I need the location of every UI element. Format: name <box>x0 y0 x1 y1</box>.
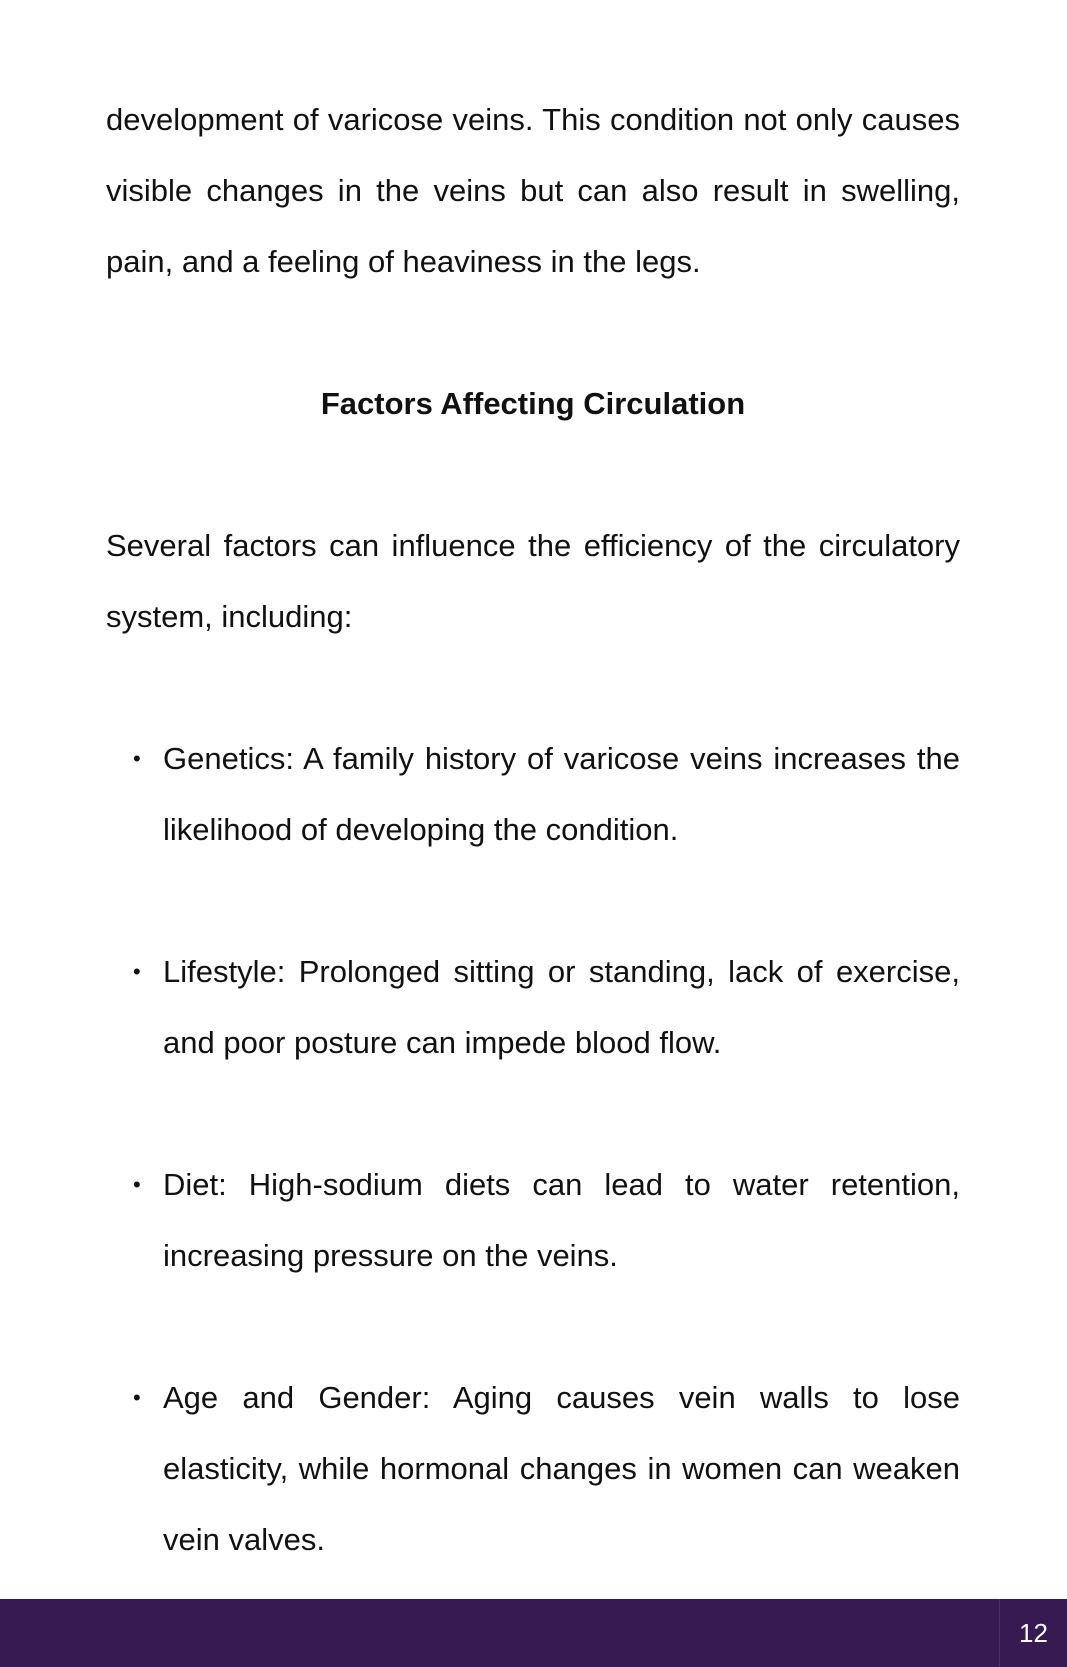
intro-paragraph: development of varicose veins. This condition not only causes visible changes in the veins but can also result in swelling, pain, and a feeling of heaviness in the legs. <box>106 102 960 279</box>
factors-list <box>106 723 960 1575</box>
spacer <box>106 439 960 510</box>
spacer <box>106 652 960 723</box>
bullet-icon: • <box>133 1172 141 1197</box>
bullet-icon: • <box>133 959 141 984</box>
list-item <box>106 1362 960 1575</box>
bullet-icon: • <box>133 1385 141 1410</box>
list-item-text: Genetics: A family history of varicose veins increases the likelihood of developing the condition. <box>163 741 960 847</box>
list-item <box>106 723 960 865</box>
list-item <box>106 1149 960 1291</box>
list-item <box>106 936 960 1078</box>
section-heading: Factors Affecting Circulation <box>320 386 746 421</box>
lead-paragraph: Several factors can influence the efficiency of the circulatory system, including: <box>106 528 960 634</box>
list-item-text: Lifestyle: Prolonged sitting or standing, lack of exercise, and poor posture can impede blood flow. <box>163 954 960 1060</box>
list-item-text: Diet: High-sodium diets can lead to water retention, increasing pressure on the veins. <box>163 1167 960 1273</box>
list-item-text: Age and Gender: Aging causes vein walls to lose elasticity, while hormonal changes in women can weaken vein valves. <box>163 1380 960 1557</box>
bullet-icon: • <box>133 746 141 771</box>
footer-bar <box>0 1599 1067 1667</box>
page-content <box>106 84 960 1575</box>
page-number: 12 <box>999 1599 1067 1667</box>
